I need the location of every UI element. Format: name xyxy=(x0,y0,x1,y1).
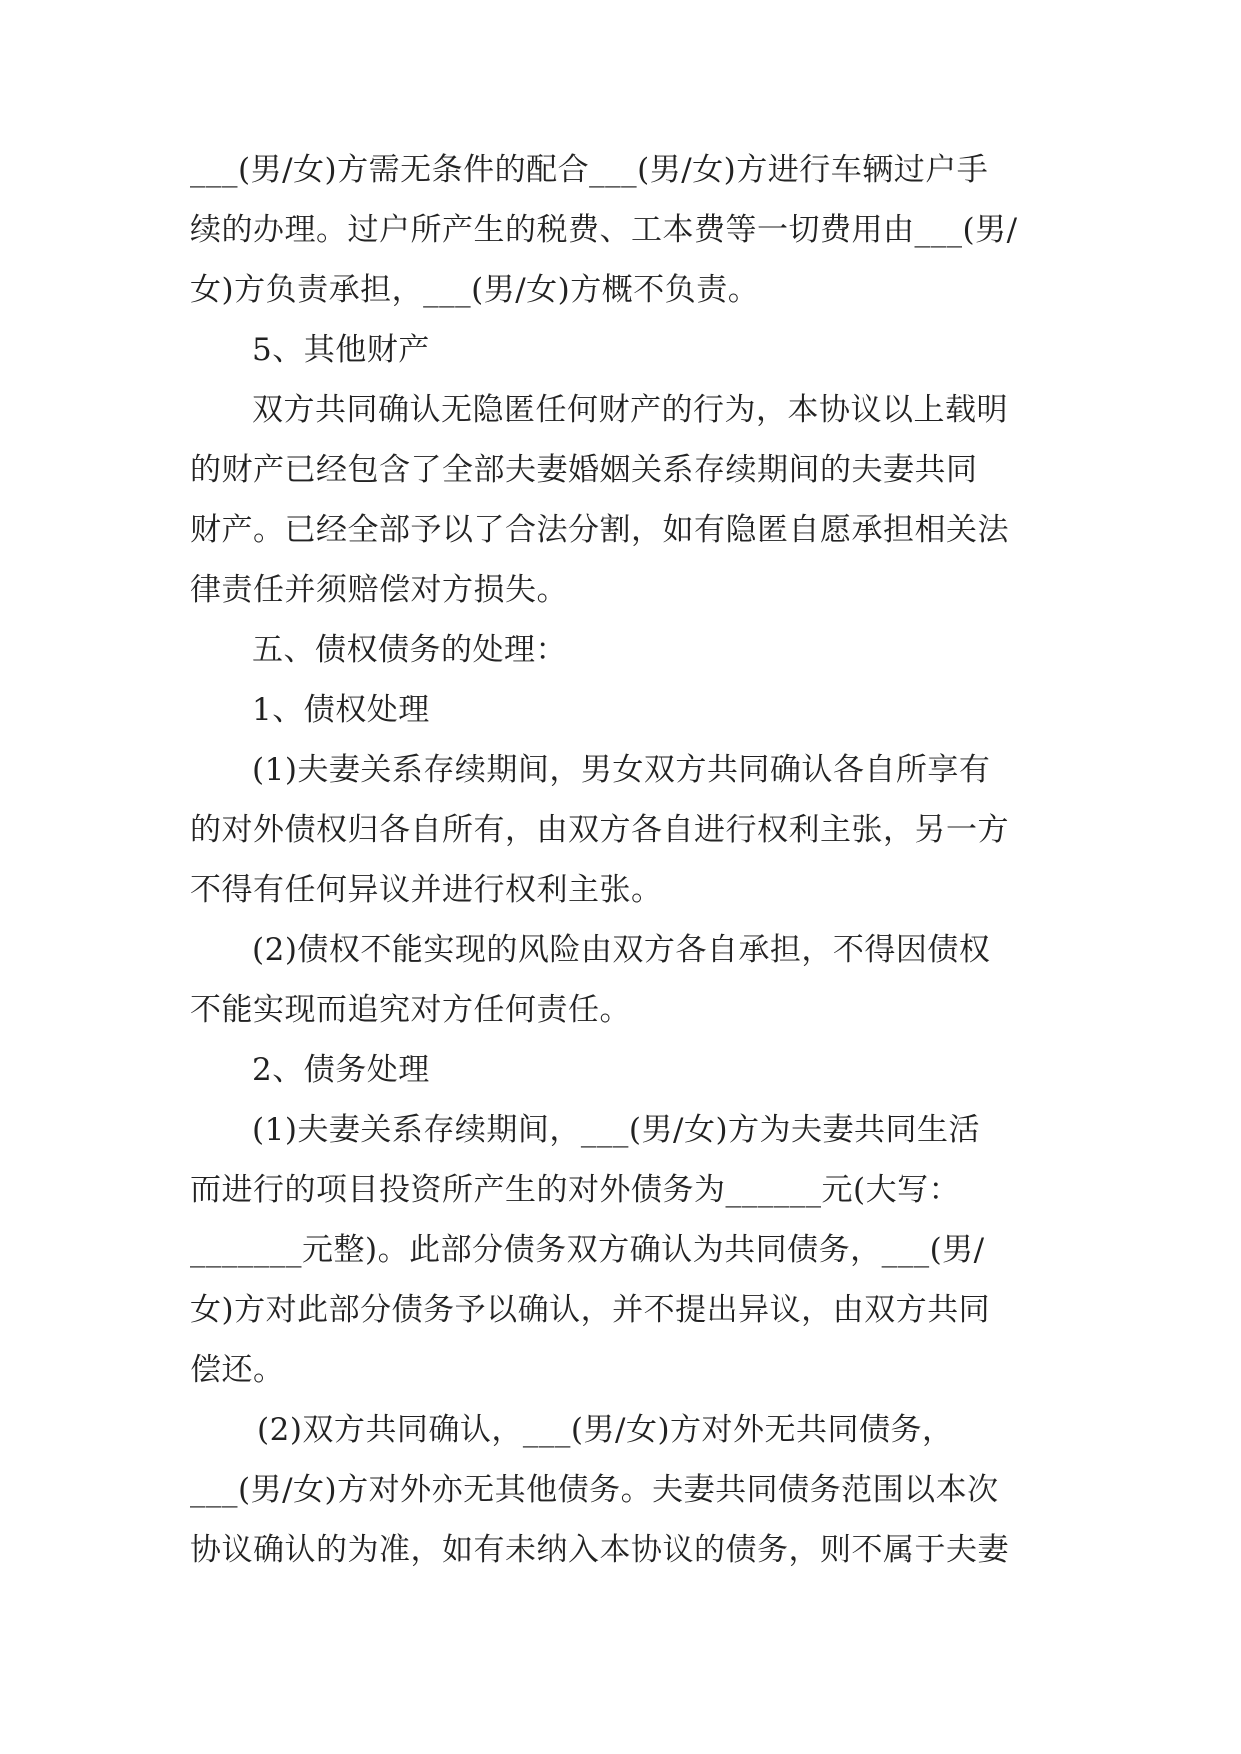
text-line: (2)债权不能实现的风险由双方各自承担，不得因债权 xyxy=(252,932,991,968)
text-line: (1)夫妻关系存续期间，___(男/女)方为夫妻共同生活 xyxy=(252,1112,981,1148)
text-line: 而进行的项目投资所产生的对外债务为______元(大写： xyxy=(190,1172,961,1208)
text-line: _______元整)。此部分债务双方确认为共同债务，___(男/ xyxy=(190,1232,985,1268)
section-heading: 1、债权处理 xyxy=(252,692,430,728)
text-line: 双方共同确认无隐匿任何财产的行为，本协议以上载明 xyxy=(252,392,1008,428)
text-line: 女)方负责承担，___(男/女)方概不负责。 xyxy=(190,272,760,308)
text-line: (2)双方共同确认，___(男/女)方对外无共同债务， xyxy=(257,1412,954,1448)
text-line: 的对外债权归各自所有，由双方各自进行权利主张，另一方 xyxy=(190,812,1009,848)
text-line: 续的办理。过户所产生的税费、工本费等一切费用由___(男/ xyxy=(190,212,1018,248)
text-line: 不能实现而追究对方任何责任。 xyxy=(190,992,631,1028)
section-heading: 五、债权债务的处理： xyxy=(252,632,567,668)
text-line: 女)方对此部分债务予以确认，并不提出异议，由双方共同 xyxy=(190,1292,991,1328)
text-line: 协议确认的为准，如有未纳入本协议的债务，则不属于夫妻 xyxy=(190,1532,1009,1568)
section-heading: 2、债务处理 xyxy=(252,1052,430,1088)
text-line: 律责任并须赔偿对方损失。 xyxy=(190,572,568,608)
text-line: 偿还。 xyxy=(190,1352,285,1388)
text-line: (1)夫妻关系存续期间，男女双方共同确认各自所享有 xyxy=(252,752,991,788)
text-line: 不得有任何异议并进行权利主张。 xyxy=(190,872,663,908)
section-heading: 5、其他财产 xyxy=(252,332,430,368)
text-line: ___(男/女)方对外亦无其他债务。夫妻共同债务范围以本次 xyxy=(190,1472,999,1508)
text-line: ___(男/女)方需无条件的配合___(男/女)方进行车辆过户手 xyxy=(190,152,989,188)
text-line: 财产。已经全部予以了合法分割，如有隐匿自愿承担相关法 xyxy=(190,512,1009,548)
text-line: 的财产已经包含了全部夫妻婚姻关系存续期间的夫妻共同 xyxy=(190,452,978,488)
